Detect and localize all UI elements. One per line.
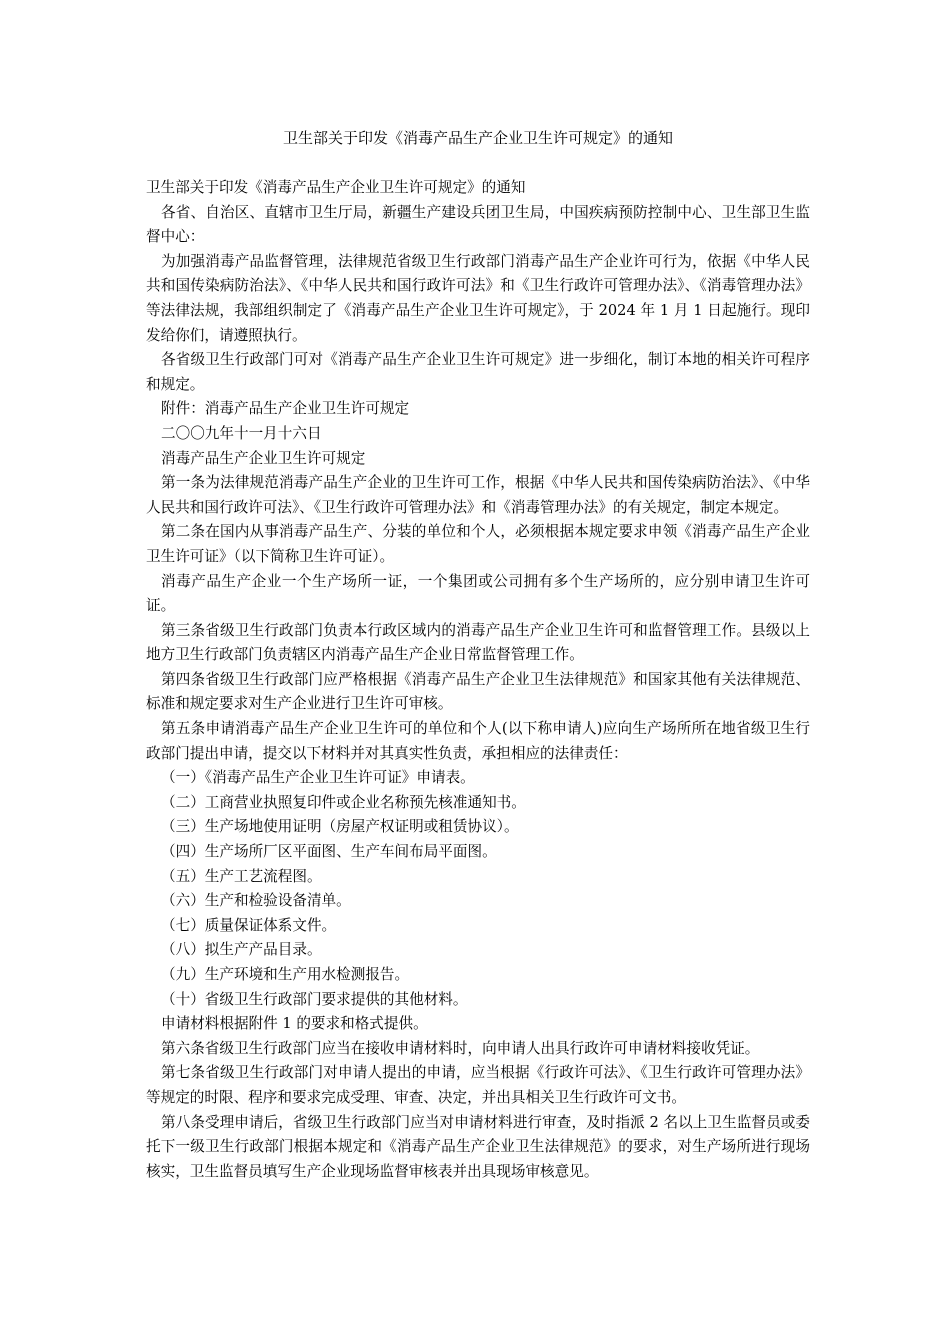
list-item: （七）质量保证体系文件。 xyxy=(161,916,337,934)
paragraph: 第八条受理申请后，省级卫生行政部门应当对申请材料进行审查，及时指派 2 名以上卫生监督员或委托下一级卫生行政部门根据本规定和《消毒产品生产企业卫生法律规范》的要求，对生产场所进行现场核实，卫生监督员填写生产企业现场监督审核表并出具现场审核意见。 xyxy=(146,1113,810,1180)
document-title: 卫生部关于印发《消毒产品生产企业卫生许可规定》的通知 xyxy=(282,129,673,147)
paragraph: 为加强消毒产品监督管理，法律规范省级卫生行政部门消毒产品生产企业许可行为，依据《中华人民共和国传染病防治法》、《中华人民共和国行政许可法》和《卫生行政许可管理办法》、《消毒管理办法》等法律法规，我部组织制定了《消毒产品生产企业卫生许可规定》，于 2024 年 1 月 1 日起施行。现印发给你们，请遵照执行。 xyxy=(146,252,810,344)
list-item: （十）省级卫生行政部门要求提供的其他材料。 xyxy=(161,990,468,1008)
document-body xyxy=(146,176,810,1184)
list-item: （一）《消毒产品生产企业卫生许可证》申请表。 xyxy=(161,769,475,787)
paragraph: 卫生部关于印发《消毒产品生产企业卫生许可规定》的通知 xyxy=(146,179,526,196)
paragraph: 第一条为法律规范消毒产品生产企业的卫生许可工作，根据《中华人民共和国传染病防治法》、《中华人民共和国行政许可法》、《卫生行政许可管理办法》和《消毒管理办法》的有关规定，制定本规定。 xyxy=(146,474,810,516)
list-item: （八）拟生产产品目录。 xyxy=(161,941,322,959)
paragraph: 第七条省级卫生行政部门对申请人提出的申请，应当根据《行政许可法》、《卫生行政许可管理办法》等规定的时限、程序和要求完成受理、审查、决定，并出具相关卫生行政许可文书。 xyxy=(146,1064,810,1106)
paragraph: 第三条省级卫生行政部门负责本行政区域内的消毒产品生产企业卫生许可和监督管理工作。县级以上地方卫生行政部门负责辖区内消毒产品生产企业日常监督管理工作。 xyxy=(146,621,810,664)
list-item: （六）生产和检验设备清单。 xyxy=(161,892,351,910)
paragraph: 附件：消毒产品生产企业卫生许可规定 xyxy=(161,400,410,418)
list-item: （二）工商营业执照复印件或企业名称预先核准通知书。 xyxy=(161,793,526,811)
list-item: （九）生产环境和生产用水检测报告。 xyxy=(161,966,410,983)
list-item: （三）生产场地使用证明（房屋产权证明或租赁协议）。 xyxy=(161,818,519,836)
list-item: （四）生产场所厂区平面图、生产车间布局平面图。 xyxy=(161,843,497,861)
paragraph: 各省级卫生行政部门可对《消毒产品生产企业卫生许可规定》进一步细化，制订本地的相关许可程序和规定。 xyxy=(146,351,810,393)
paragraph: 消毒产品生产企业一个生产场所一证，一个集团或公司拥有多个生产场所的，应分别申请卫生许可证。 xyxy=(146,572,810,615)
paragraph: 申请材料根据附件 1 的要求和格式提供。 xyxy=(161,1015,428,1033)
paragraph: 各省、自治区、直辖市卫生厅局，新疆生产建设兵团卫生局，中国疾病预防控制中心、卫生部卫生监督中心： xyxy=(146,203,810,246)
paragraph: 第四条省级卫生行政部门应严格根据《消毒产品生产企业卫生法律规范》和国家其他有关法律规范、标准和规定要求对生产企业进行卫生许可审核。 xyxy=(146,670,810,713)
paragraph: 第五条申请消毒产品生产企业卫生许可的单位和个人(以下称申请人)应向生产场所所在地省级卫生行政部门提出申请，提交以下材料并对其真实性负责，承担相应的法律责任： xyxy=(146,720,810,762)
paragraph: 第二条在国内从事消毒产品生产、分装的单位和个人，必须根据本规定要求申领《消毒产品生产企业卫生许可证》（以下简称卫生许可证）。 xyxy=(146,523,810,565)
paragraph: 第六条省级卫生行政部门应当在接收申请材料时，向申请人出具行政许可申请材料接收凭证。 xyxy=(161,1039,760,1057)
paragraph: 二〇〇九年十一月十六日 xyxy=(161,424,322,442)
paragraph: 消毒产品生产企业卫生许可规定 xyxy=(161,449,366,467)
list-item: （五）生产工艺流程图。 xyxy=(161,867,322,885)
